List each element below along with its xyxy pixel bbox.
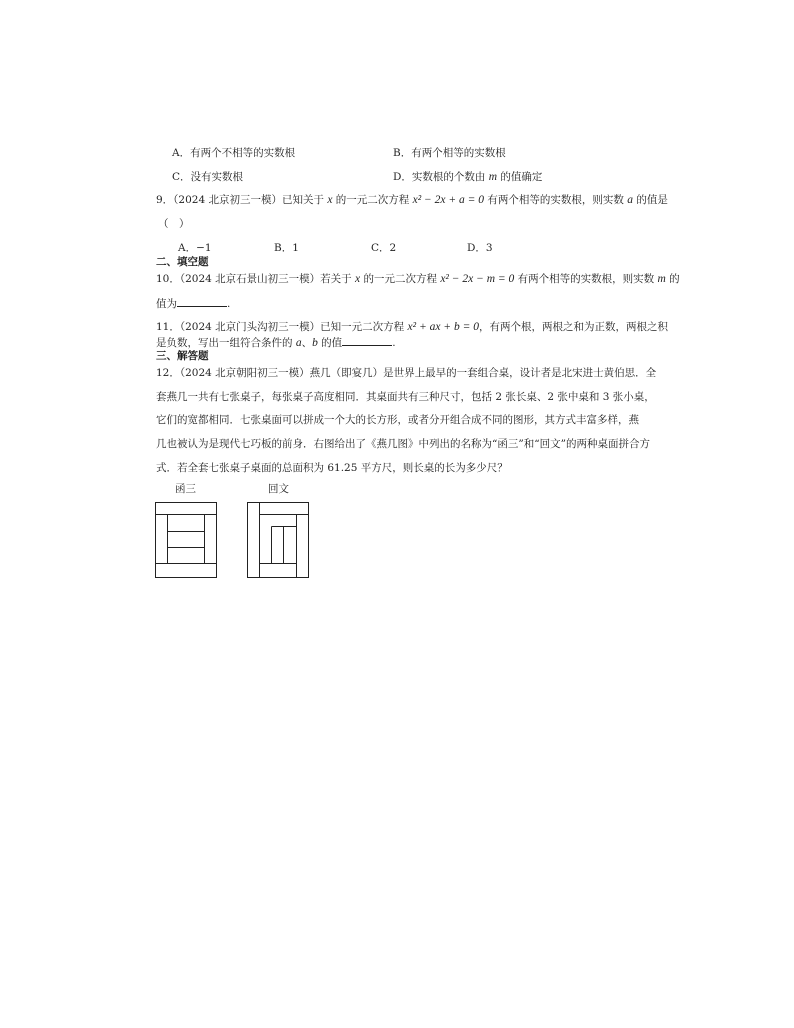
section2-title: 二、填空题: [156, 256, 209, 268]
q11-equation: x² + ax + b = 0: [407, 321, 479, 333]
q9-option-b: B．1: [274, 242, 299, 254]
q8-option-d-var: m: [488, 171, 498, 183]
q9-mid: 的一元二次方程: [332, 194, 413, 206]
q8-option-c: C．没有实数根: [172, 171, 244, 183]
q10-end: 的: [665, 273, 680, 285]
q11-line2: [156, 335, 396, 350]
q11-stem: [156, 320, 668, 334]
q10-stem: [156, 272, 680, 286]
q8-option-d-prefix: D．实数根的个数由: [393, 171, 489, 183]
figure-huiwen: [243, 497, 315, 583]
q8-option-b: B．有两个相等的实数根: [393, 147, 506, 159]
q9-option-d: D．3: [467, 242, 493, 254]
q10-after: 有两个相等的实数根，则实数: [514, 273, 658, 285]
q12-line3: 它们的宽都相同．七张桌面可以拼成一个大的长方形，或者分开组合成不同的图形，其方式丰富多样，燕: [156, 414, 639, 426]
q12-line4: 几也被认为是现代七巧板的前身．右图给出了《燕几图》中列出的名称为“函三”和“回文”的两种桌面拼合方: [156, 438, 650, 450]
q8-option-d: [393, 170, 542, 184]
q9-stem: [156, 193, 668, 207]
q9-equation: x² − 2x + a = 0: [412, 194, 485, 206]
q10-var-x: x: [355, 273, 361, 285]
q10-line2-end: .: [227, 298, 231, 310]
q10-prefix: 10．（2024 北京石景山初三一模）若关于: [156, 273, 356, 285]
figure-hansan: [150, 497, 226, 583]
q9-prefix: 9．（2024 北京初三一模）已知关于: [156, 194, 328, 206]
q9-after: 有两个相等的实数根，则实数: [484, 194, 628, 206]
q11-var-b: b: [312, 337, 318, 349]
q12-line2: 套燕几一共有七张桌子，每张桌子高度相同．其桌面共有三种尺寸，包括 2 张长桌、2 张中桌和 3 张小桌，: [156, 391, 655, 403]
q11-after: ，有两个根，两根之和为正数，两根之积: [478, 321, 668, 333]
hansan-outer-rect: [156, 503, 217, 578]
q11-prefix: 11．（2024 北京门头沟初三一模）已知一元二次方程: [156, 321, 408, 333]
q10-line2-text: 值为: [156, 298, 177, 310]
q9-option-a: A．−1: [178, 242, 212, 254]
q9-end: 的值是: [633, 194, 668, 206]
q12-line1: 12．（2024 北京朝阳初三一模）燕几（即宴几）是世界上最早的一套组合桌，设计者是北宋进士黄伯思．全: [156, 367, 657, 379]
q9-option-c: C．2: [371, 242, 397, 254]
q9-var-x: x: [327, 194, 333, 206]
q12-line5: 式．若全套七张桌子桌面的总面积为 61.25 平方尺，则长桌的长为多少尺？: [156, 462, 508, 474]
q8-option-d-suffix: 的值确定: [497, 171, 543, 183]
q11-line2-mid: 的值: [317, 337, 343, 349]
q11-line2-end: .: [392, 337, 396, 349]
q10-line2: [156, 296, 230, 311]
q11-var-a: a: [295, 337, 302, 349]
q11-sep: 、: [301, 337, 313, 349]
q8-option-a: A．有两个不相等的实数根: [172, 147, 296, 159]
q9-paren: （ ）: [158, 218, 190, 230]
q10-mid: 的一元二次方程: [360, 273, 441, 285]
huiwen-outer-rect: [248, 503, 309, 578]
section3-title: 三、解答题: [156, 350, 209, 362]
q9-var-a: a: [627, 194, 633, 206]
figure-label-huiwen: 回文: [268, 483, 289, 495]
q11-line2-text: 是负数，写出一组符合条件的: [156, 337, 296, 349]
q11-answer-blank[interactable]: [342, 335, 392, 346]
q10-equation: x² − 2x − m = 0: [440, 273, 515, 285]
figure-label-hansan: 函三: [175, 483, 196, 495]
q10-answer-blank[interactable]: [177, 296, 227, 307]
q10-var-m: m: [657, 273, 666, 285]
